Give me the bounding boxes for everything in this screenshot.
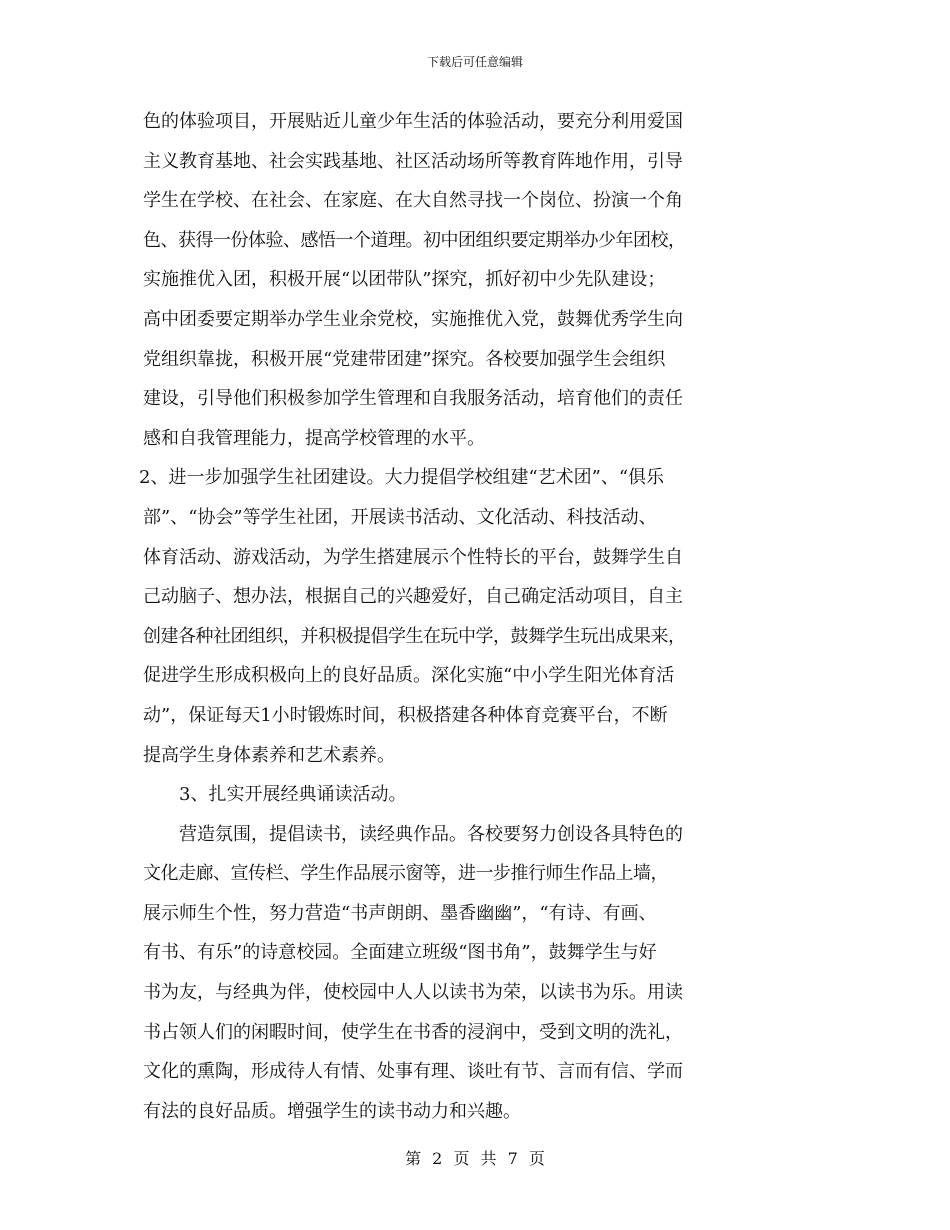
body-line: 实施推优入团，积极开展“以团带队”探究，抓好初中少先队建设； xyxy=(143,269,666,291)
page-header: 下载后可任意编辑 xyxy=(426,55,523,69)
body-line: 创建各种社团组织，并积极提倡学生在玩中学，鼓舞学生玩出成果来， xyxy=(143,625,686,647)
body-line: 高中团委要定期举办学生业余党校，实施推优入党，鼓舞优秀学生向 xyxy=(143,308,683,330)
body-line: 体育活动、游戏活动，为学生搭建展示个性特长的平台，鼓舞学生自 xyxy=(143,546,683,568)
body-line: 展示师生个性，努力营造“书声朗朗、墨香幽幽”，“有诗、有画、 xyxy=(143,902,657,924)
body-line: 主义教育基地、社会实践基地、社区活动场所等教育阵地作用，引导 xyxy=(143,150,683,172)
body-line: 有书、有乐”的诗意校园。全面建立班级“图书角”，鼓舞学生与好 xyxy=(143,942,657,964)
page-number: 第 2 页 共 7 页 xyxy=(405,1149,545,1168)
body-line: 色的体验项目，开展贴近儿童少年生活的体验活动，要充分利用爱国 xyxy=(143,111,683,132)
body-line: 文化走廊、宣传栏、学生作品展示窗等，进一步推行师生作品上墙， xyxy=(143,863,668,885)
body-line: 学生在学校、在社会、在家庭、在大自然寻找一个岗位、扮演一个角 xyxy=(143,190,683,212)
body-line: 感和自我管理能力，提高学校管理的水平。 xyxy=(143,427,485,449)
body-line: 色、获得一份体验、感悟一个道理。初中团组织要定期举办少年团校， xyxy=(143,229,686,251)
body-line: 营造氛围，提倡读书，读经典作品。各校要努力创设各具特色的 xyxy=(179,823,683,845)
body-line: 己动脑子、想办法，根据自己的兴趣爱好，自己确定活动项目，自主 xyxy=(143,586,683,608)
body-line: 2、进一步加强学生社团建设。大力提倡学校组建“艺术团”、“俱乐 xyxy=(139,467,665,489)
body-line: 部”、“协会”等学生社团，开展读书活动、文化活动、科技活动、 xyxy=(143,506,657,528)
body-line: 文化的熏陶，形成待人有情、处事有理、谈吐有节、言而有信、学而 xyxy=(143,1061,683,1083)
body-line: 建设，引导他们积极参加学生管理和自我服务活动，培育他们的责任 xyxy=(143,388,683,410)
body-line: 提高学生身体素养和艺术素养。 xyxy=(143,744,395,766)
body-line: 动”，保证每天1小时锻炼时间，积极搭建各种体育竞赛平台，不断 xyxy=(143,704,668,726)
body-line: 党组织靠拢，积极开展“党建带团建”探究。各校要加强学生会组织 xyxy=(143,348,666,370)
body-line: 书为友，与经典为伴，使校园中人人以读书为荣，以读书为乐。用读 xyxy=(143,982,683,1004)
document-body xyxy=(139,102,809,1131)
body-line: 有法的良好品质。增强学生的读书动力和兴趣。 xyxy=(143,1100,521,1122)
body-line: 促进学生形成积极向上的良好品质。深化实施“中小学生阳光体育活 xyxy=(143,665,675,687)
section-heading: 3、扎实开展经典诵读活动。 xyxy=(179,784,407,806)
body-line: 书占领人们的闲暇时间，使学生在书香的浸润中，受到文明的洗礼， xyxy=(143,1021,683,1043)
